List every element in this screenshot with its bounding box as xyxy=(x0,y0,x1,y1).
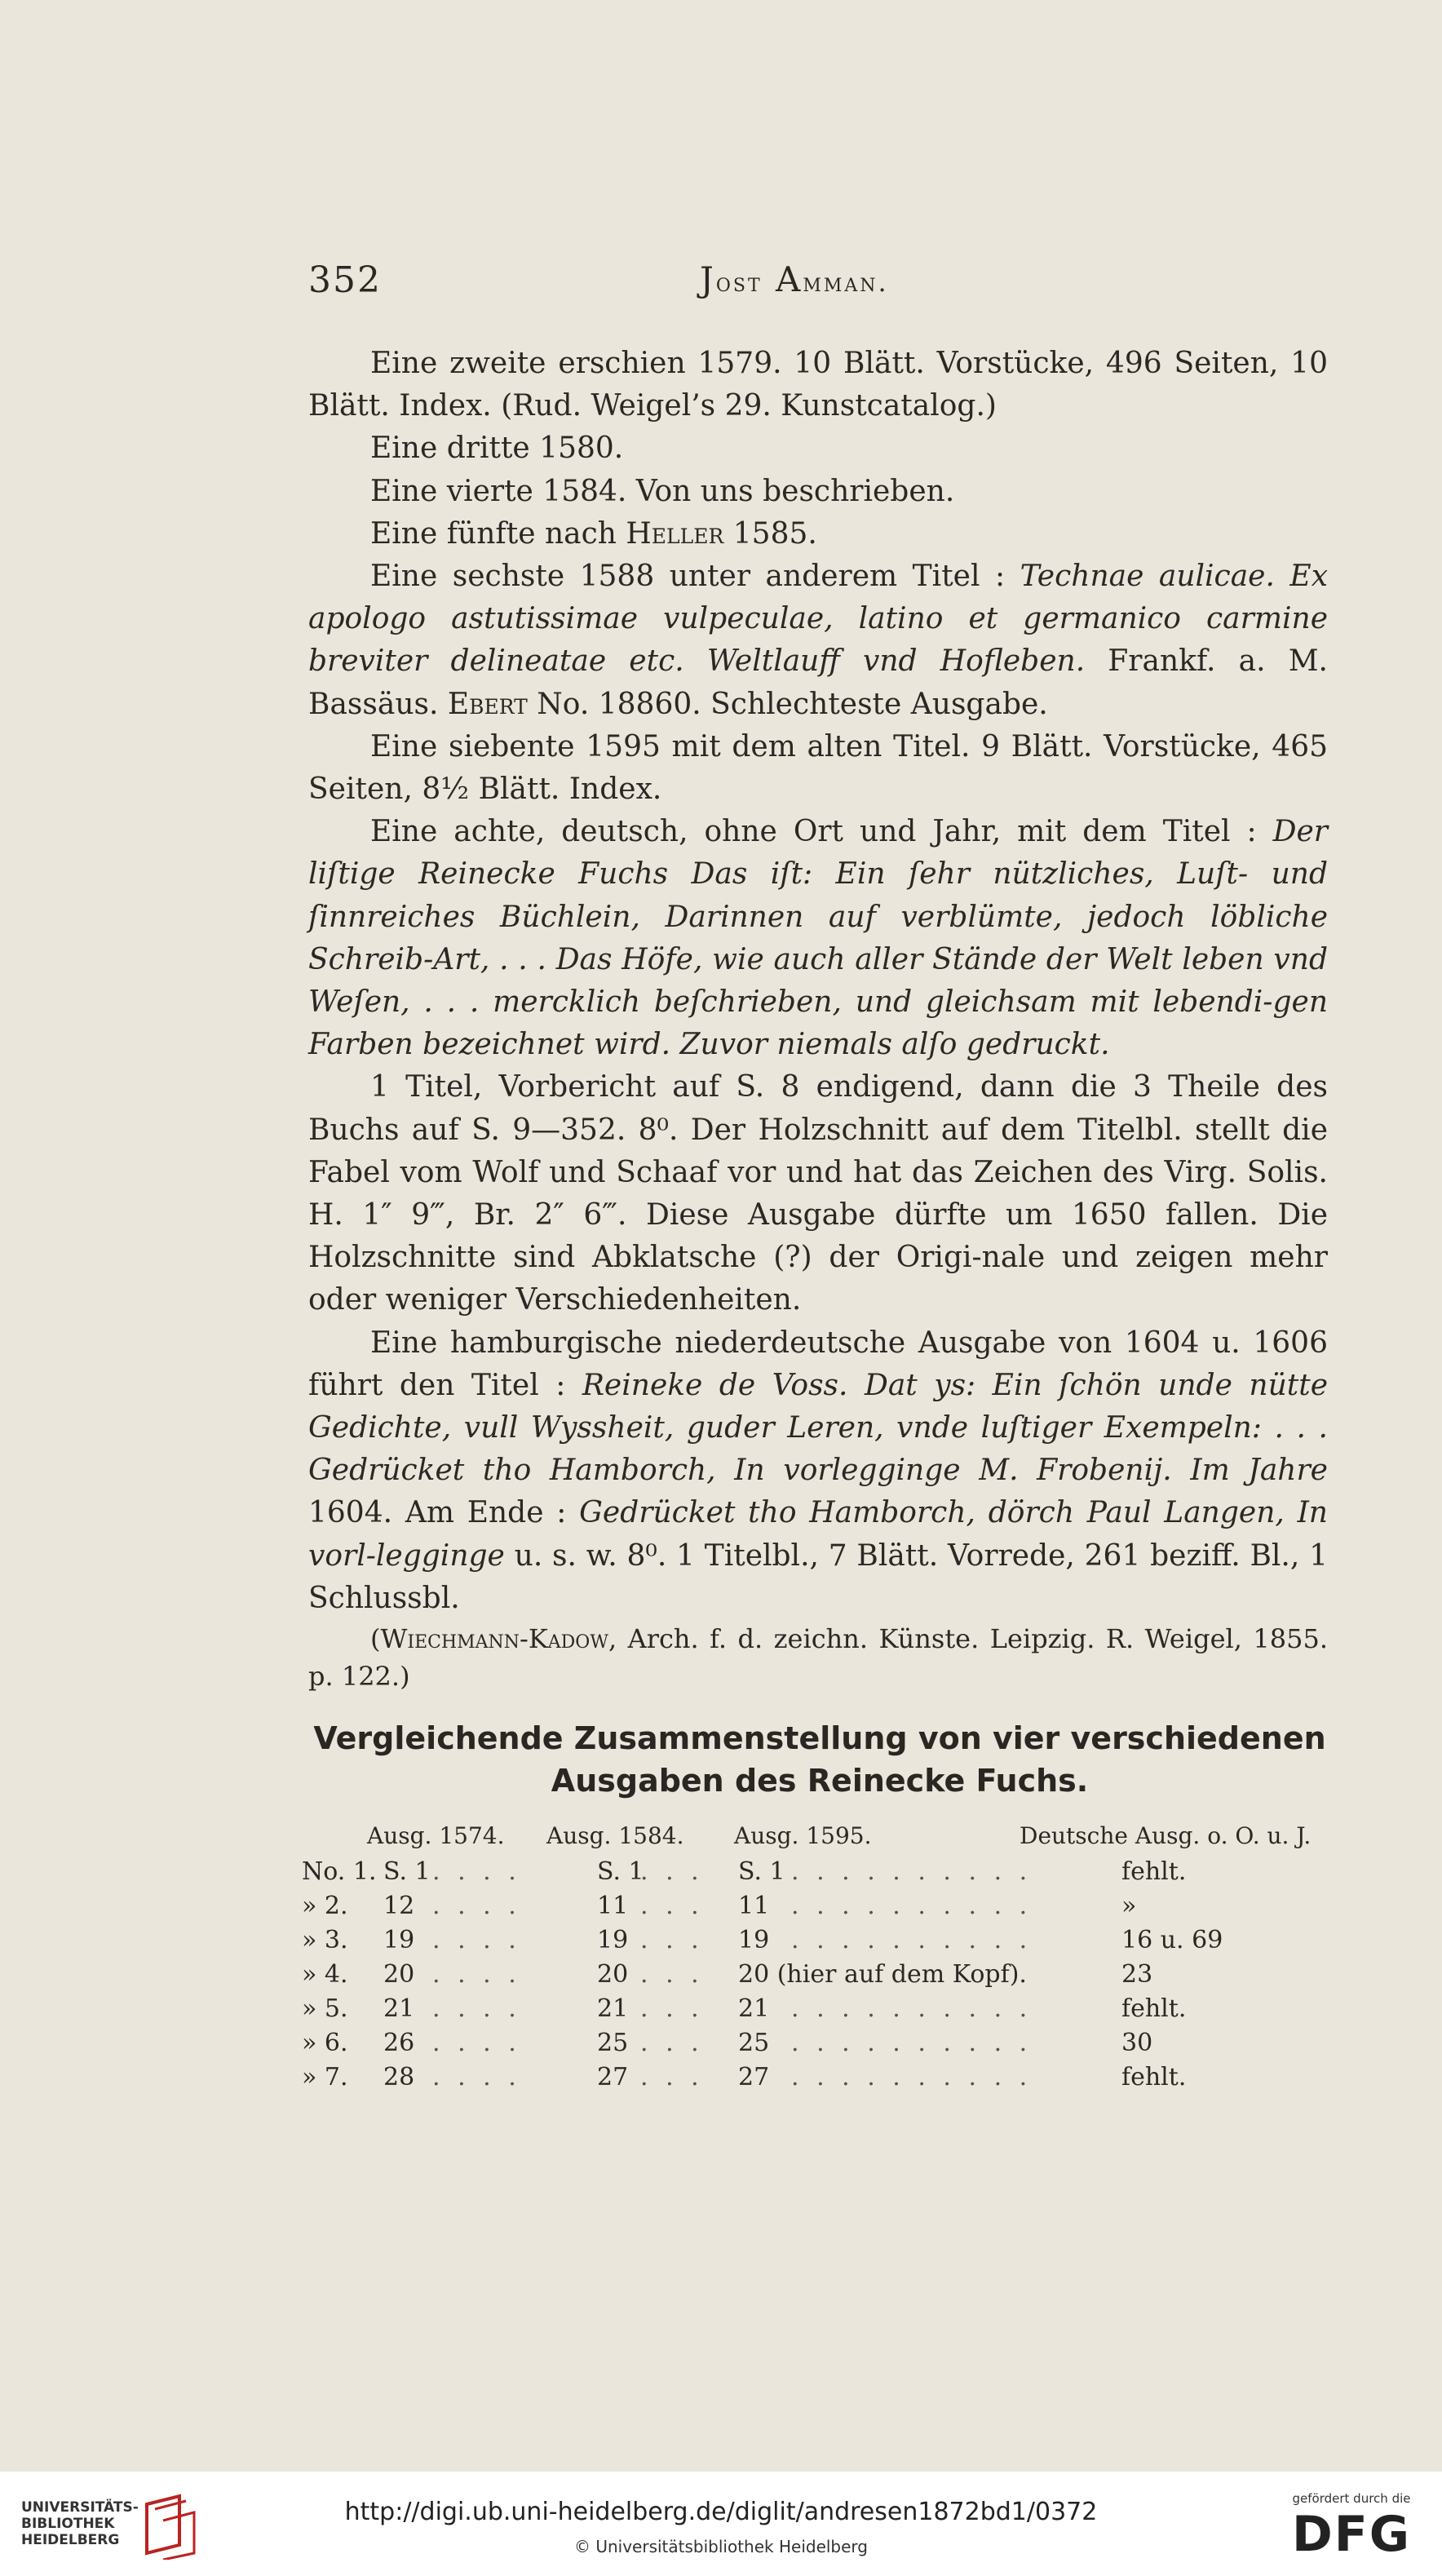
leader-dots: . . . . . . . . . . xyxy=(791,2063,1033,2091)
library-name-line: HEIDELBERG xyxy=(21,2532,120,2548)
section-heading-line: Vergleichende Zusammenstellung von vier verschiedenen xyxy=(313,1720,1326,1756)
imprint: Gedrücket tho Hamborch, dörch Paul Langen, In vorl-legginge xyxy=(308,1496,1328,1573)
row-number: » 2. xyxy=(302,1892,348,1920)
text: Eine fünfte nach xyxy=(370,516,626,551)
text: Eine achte, deutsch, ohne Ort und Jahr, mit dem Titel : xyxy=(370,815,1273,849)
low-german-title: Reineke de Voss. Dat ys: Ein ſchön unde nütte Gedichte, vull Wyssheit, guder Leren, vnde luſtiger Exempeln: . . . Gedrücket tho Hamborch, In vorlegginge M. Frobenij. Im Jahre xyxy=(308,1368,1328,1488)
cell-ausg-1595: 21 xyxy=(738,1994,770,2023)
cell-ausg-1574: 19 xyxy=(383,1926,415,1954)
cell-ausg-1584: 21 xyxy=(597,1994,629,2023)
title-rest-1: ost xyxy=(715,267,763,298)
leader-dots: . . . . . . . . . . xyxy=(791,2029,1033,2057)
section-heading xyxy=(302,1717,1338,1802)
table-row xyxy=(302,1923,1338,1958)
text: No. 18860. Schlechteste Ausgabe. xyxy=(527,687,1048,721)
paragraph: Eine zweite erschien 1579. 10 Blätt. Vorstücke, 496 Seiten, 10 Blätt. Index. (Rud. Weigel’s 29. Kunstcatalog.) xyxy=(308,347,1328,423)
row-number: » 7. xyxy=(302,2063,348,2091)
table-row xyxy=(302,1855,1338,1889)
leader-dots: . . . xyxy=(640,1994,704,2023)
cell-ausg-1584: 25 xyxy=(597,2029,629,2057)
cell-deutsche-ausg: 23 xyxy=(1121,1960,1153,1989)
paragraph xyxy=(308,1322,1328,1620)
column-header: Ausg. 1574. xyxy=(367,1822,505,1849)
cell-ausg-1595: 19 xyxy=(738,1926,770,1954)
library-name-line: UNIVERSITÄTS- xyxy=(21,2499,139,2516)
leader-dots: . . . . xyxy=(432,1926,521,1954)
running-header xyxy=(308,259,1328,308)
row-number: » 6. xyxy=(302,2029,348,2057)
row-number: » 3. xyxy=(302,1926,348,1954)
cell-ausg-1595: 27 xyxy=(738,2063,770,2091)
leader-dots: . . . . xyxy=(432,2029,521,2057)
paragraph: Eine siebente 1595 mit dem alten Titel. 9 Blätt. Vorstücke, 465 Seiten, 8½ Blätt. Index. xyxy=(308,729,1328,807)
footer-bar xyxy=(0,2472,1442,2576)
paragraph xyxy=(308,513,1328,555)
permalink[interactable]: http://digi.ub.uni-heidelberg.de/diglit/andresen1872bd1/0372 xyxy=(344,2498,1098,2526)
cell-deutsche-ausg: fehlt. xyxy=(1121,2063,1187,2091)
running-title xyxy=(700,259,889,299)
leader-dots: . . . . xyxy=(432,1994,521,2023)
page-number: 352 xyxy=(308,259,382,301)
funding-logo xyxy=(1282,2491,1421,2563)
text: , Arch. f. d. zeichn. Künste. Leipzig. R. Weigel, 1855. p. 122.) xyxy=(308,1623,1328,1693)
reference-note xyxy=(308,1620,1328,1695)
german-title: Der liſtige Reinecke Fuchs Das iſt: Ein ſehr nützliches, Luſt- und ſinnreiches Büchlein, Darinnen auf verblümte, jedoch löbliche Schreib-Art, . . . Das Höfe, wie auch aller Stände der Welt leben vnd Weſen, . . . mercklich beſchrieben, und gleichsam mit lebendi-gen Farben bezeichnet wird. Zuvor niemals alſo gedruckt. xyxy=(308,815,1328,1062)
column-header: Deutsche Ausg. o. O. u. J. xyxy=(1020,1822,1312,1849)
cell-ausg-1574: S. 1 xyxy=(383,1857,431,1886)
cell-ausg-1574: 20 xyxy=(383,1960,415,1989)
cell-ausg-1574: 26 xyxy=(383,2029,415,2057)
leader-dots: . . . xyxy=(640,1857,704,1886)
comparison-table xyxy=(302,1819,1338,2095)
paragraph: Eine vierte 1584. Von uns beschrieben. xyxy=(370,474,955,508)
author-name: Heller xyxy=(626,516,724,551)
cell-deutsche-ausg: fehlt. xyxy=(1121,1994,1187,2023)
table-row xyxy=(302,1958,1338,1992)
cell-deutsche-ausg: 16 u. 69 xyxy=(1121,1926,1223,1954)
row-number: » 4. xyxy=(302,1960,348,1989)
title-rest-2: mman. xyxy=(803,267,889,298)
cell-ausg-1584: 20 xyxy=(597,1960,629,1989)
dfg-logo: DFG xyxy=(1291,2506,1412,2563)
table-row xyxy=(302,1889,1338,1923)
cell-ausg-1595: 11 xyxy=(738,1892,770,1920)
funding-label: gefördert durch die xyxy=(1292,2491,1411,2506)
leader-dots: . . . xyxy=(640,1892,704,1920)
copyright: © Universitätsbibliothek Heidelberg xyxy=(573,2537,868,2556)
row-number: » 5. xyxy=(302,1994,348,2023)
table-row xyxy=(302,1992,1338,2026)
paragraph xyxy=(308,811,1328,1066)
text: ( xyxy=(370,1623,381,1655)
text: 1585. xyxy=(723,516,817,551)
leader-dots: . . . . . . . . . . xyxy=(791,1892,1033,1920)
table-row xyxy=(302,2060,1338,2095)
text: Eine sechste 1588 unter anderem Titel : xyxy=(370,560,1020,594)
leader-dots: . . . . . . . . . . xyxy=(791,1994,1033,2023)
column-header: Ausg. 1595. xyxy=(734,1822,872,1849)
paragraph: 1 Titel, Vorbericht auf S. 8 endigend, dann die 3 Theile des Buchs auf S. 9—352. 8⁰. Der Holzschnitt auf dem Titelbl. stellt die Fabel vom Wolf und Schaaf vor und hat das Zeichen des Virg. Solis. H. 1″ 9‴, Br. 2″ 6‴. Diese Ausgabe dürfte um 1650 fallen. Die Holzschnitte sind Abklatsche (?) der Origi-nale und zeigen mehr oder weniger Verschiedenheiten. xyxy=(308,1070,1328,1317)
leader-dots: . . . xyxy=(640,1926,704,1954)
leader-dots: . . . xyxy=(640,2029,704,2057)
cell-ausg-1584: 19 xyxy=(597,1926,629,1954)
leader-dots: . . . xyxy=(640,2063,704,2091)
text: u. s. w. 8⁰. 1 Titelbl., 7 Blätt. Vorrede, 261 beziff. Bl., 1 Schlussbl. xyxy=(308,1538,1328,1615)
table-header xyxy=(302,1819,1338,1855)
cell-ausg-1595: 20 (hier auf dem Kopf). xyxy=(738,1960,1027,1989)
text: Frankf. a. M. Bassäus. xyxy=(308,644,1328,721)
cell-ausg-1595: 25 xyxy=(738,2029,770,2057)
leader-dots: . . . . . . . . . . xyxy=(791,1926,1033,1954)
cell-ausg-1595: S. 1 xyxy=(738,1857,785,1886)
text: Eine hamburgische niederdeutsche Ausgabe von 1604 u. 1606 führt den Titel : xyxy=(308,1326,1328,1402)
latin-title: Technae aulicae. Ex apologo astutissimae vulpeculae, latino et germanico carmine breviter delineatae etc. Weltlauff vnd Hofleben. xyxy=(308,560,1328,679)
text: 1604. Am Ende : xyxy=(308,1496,580,1530)
author-name: Wiechmann-Kadow xyxy=(380,1623,608,1655)
leader-dots: . . . . . . . . . . xyxy=(791,1857,1033,1886)
title-initial-1: J xyxy=(700,259,716,299)
paragraph: Eine dritte 1580. xyxy=(370,432,624,466)
cell-deutsche-ausg: » xyxy=(1121,1892,1137,1920)
column-header: Ausg. 1584. xyxy=(546,1822,684,1849)
cell-ausg-1584: 27 xyxy=(597,2063,629,2091)
cell-ausg-1574: 21 xyxy=(383,1994,415,2023)
library-name-line: BIBLIOTHEK xyxy=(21,2516,115,2532)
body-text xyxy=(308,343,1328,1695)
leader-dots: . . . . xyxy=(432,2063,521,2091)
cell-deutsche-ausg: 30 xyxy=(1121,2029,1153,2057)
cell-ausg-1584: 11 xyxy=(597,1892,629,1920)
section-heading-line: Ausgaben des Reinecke Fuchs. xyxy=(551,1763,1089,1799)
paragraph xyxy=(308,555,1328,726)
author-name: Ebert xyxy=(447,687,528,721)
table-row xyxy=(302,2026,1338,2060)
cell-deutsche-ausg: fehlt. xyxy=(1121,1857,1187,1886)
table-body xyxy=(302,1855,1338,2095)
leader-dots: . . . xyxy=(640,1960,704,1989)
cell-ausg-1584: S. 1 xyxy=(597,1857,644,1886)
cell-ausg-1574: 12 xyxy=(383,1892,415,1920)
leader-dots: . . . . xyxy=(432,1892,521,1920)
title-initial-2: A xyxy=(775,259,803,299)
row-number: No. 1. xyxy=(302,1857,377,1886)
leader-dots: . . . . xyxy=(432,1960,521,1989)
cell-ausg-1574: 28 xyxy=(383,2063,415,2091)
leader-dots: . . . . xyxy=(432,1857,521,1886)
